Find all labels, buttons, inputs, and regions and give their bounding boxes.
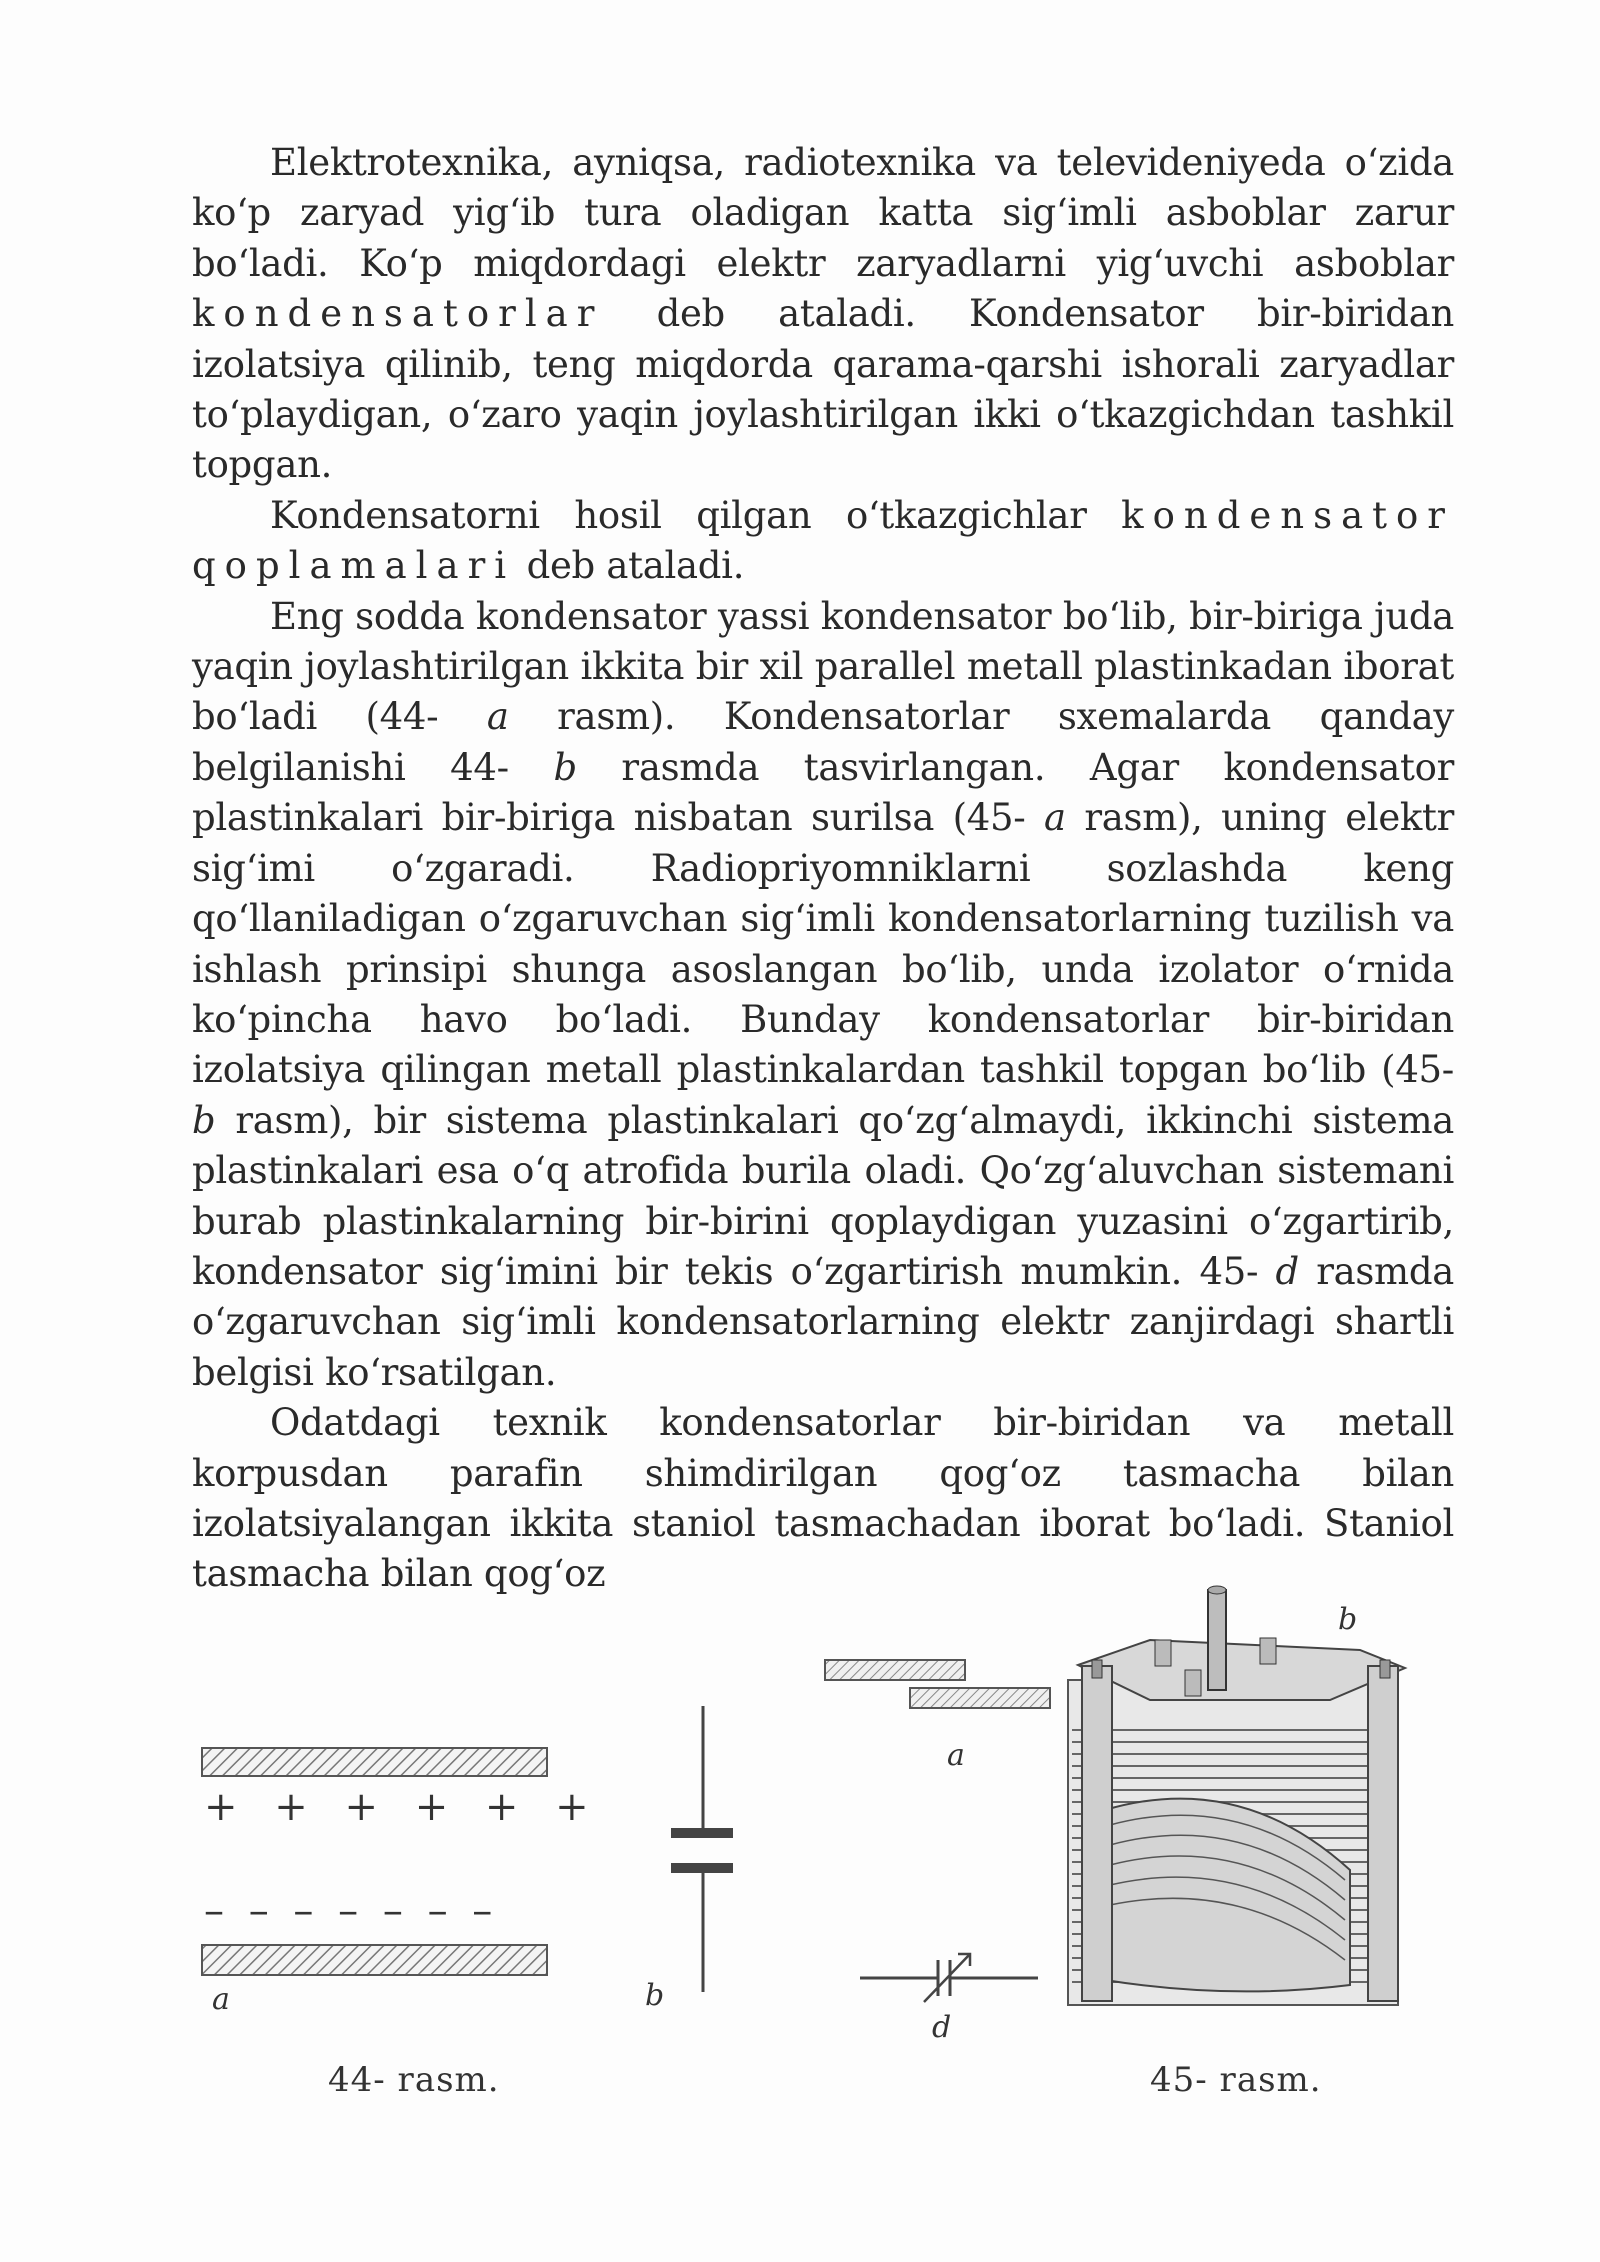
figure-45 (820, 1570, 1420, 2130)
symbol-plate-bottom (671, 1863, 733, 1873)
top-plate (202, 1748, 547, 1776)
figure-45-caption: 45- rasm. (1150, 2060, 1322, 2100)
figure-44-caption: 44- rasm. (328, 2060, 500, 2100)
paragraph-1: Elektrotexnika, ayniqsa, radiotexnika va televideniyeda o‘zida ko‘p zaryad yig‘ib tura oladigan katta sig‘imli asboblar zarur bo‘ladi. Ko‘p miqdordagi elektr zaryadlarni yig‘uvchi asboblar kondensatorlar deb ataladi. Kondensator bir-biridan izolatsiya qilinib, teng miqdorda qarama-qarshi ishorali zaryadlar to‘playdigan, o‘zaro yaqin joylashtirilgan ikki o‘tkazgichdan tashkil topgan. (192, 141, 1454, 487)
shifted-plate-upper (825, 1660, 965, 1680)
figure-44-label-b: b (645, 1978, 665, 2013)
figure-45-drawing (820, 1570, 1420, 2040)
term-kondensatorlar: kondensatorlar (192, 292, 604, 336)
paragraph-2: Kondensatorni hosil qilgan o‘tkazgichlar kondensator qoplamalari deb ataladi. (192, 493, 1454, 588)
plus-charges: + + + + + + (204, 1784, 601, 1830)
figure-45-label-d: d (932, 2010, 952, 2045)
paragraph-3: Eng sodda kondensator yassi kondensator bo‘lib, bir-biriga juda yaqin joylashtirilgan ikkita bir xil parallel metall plastinkadan iborat bo‘ladi (44- a rasm). Kondensatorlar sxemalarda qanday belgilanishi 44- b rasmda tasvirlangan. Agar kondensator plastinkalari bir-biriga nisbatan surilsa (45- a rasm), uning elektr sig‘imi o‘zgaradi. Radiopriyomniklarni sozlashda keng qo‘llaniladigan o‘zgaruvchan sig‘imli kondensatorlarning tuzilish va ishlash prinsipi shunga asoslangan bo‘lib, unda izolator o‘rnida ko‘pincha havo bo‘ladi. Bunday kondensatorlar bir-biridan izolatsiya qilingan metall plastinkalardan tashkil topgan bo‘lib (45- b rasm), bir sistema plastinkalari qo‘zg‘almaydi, ikkinchi sistema plastinkalari esa o‘q atrofida burila oladi. Qo‘zg‘aluvchan sistemani burab plastinkalarning bir-birini qoplaydigan yuzasini o‘zgartirib, kondensator sig‘imini bir tekis o‘zgartirish mumkin. 45- d rasmda o‘zgaruvchan sig‘imli kondensatorlarning elektr zanjirdagi shartli belgisi ko‘rsatilgan. (192, 594, 1454, 1394)
figure-44 (190, 1680, 930, 2130)
figure-44-label-a: a (212, 1982, 230, 2017)
air-capacitor-illustration (1068, 1586, 1405, 2005)
figure-45-label-b: b (1338, 1602, 1358, 1637)
shifted-plate-lower (910, 1688, 1050, 1708)
figure-45-label-a: a (947, 1738, 965, 1773)
minus-charges: – – – – – – – (204, 1888, 499, 1934)
paragraph-4: Odatdagi texnik kondensatorlar bir-biridan va metall korpusdan parafin shimdirilgan qog‘oz tasmacha bilan izolatsiyalangan ikkita staniol tasmachadan iborat bo‘ladi. Staniol tasmacha bilan qog‘oz (192, 1401, 1454, 1596)
figure-44-drawing (190, 1680, 930, 2020)
symbol-plate-top (671, 1828, 733, 1838)
body-text (192, 138, 1454, 1600)
term-kondensator-qoplamalari: kondensator qoplamalari (192, 493, 1454, 588)
bottom-plate (202, 1945, 547, 1975)
